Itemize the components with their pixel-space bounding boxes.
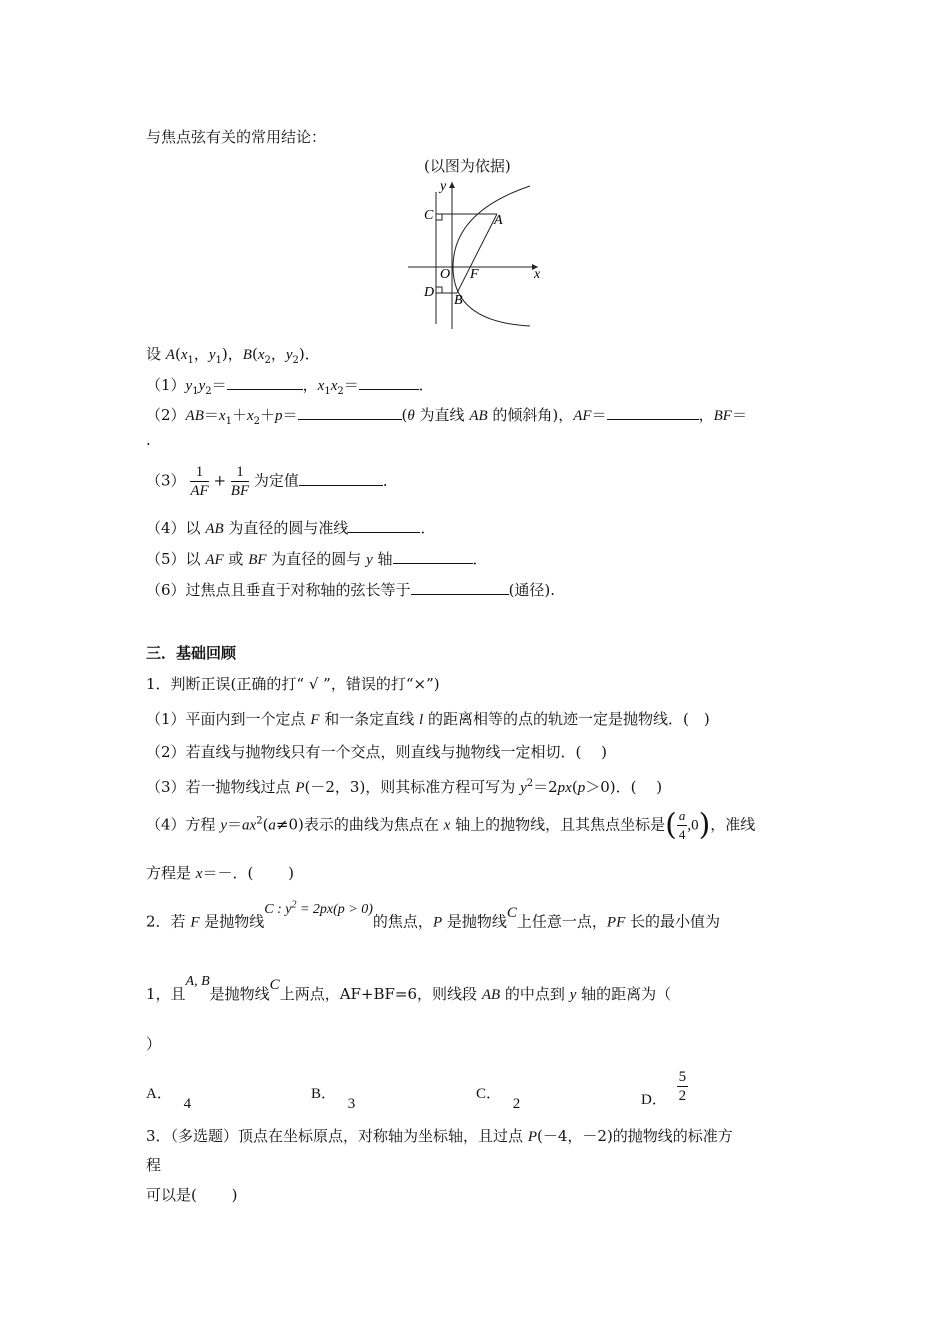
y-axis-arrow — [449, 182, 455, 188]
label-B: B — [454, 293, 463, 308]
answer-blank[interactable] — [299, 471, 383, 486]
answer-blank[interactable] — [607, 405, 699, 420]
setup-line: 设 $A(x_1$，$y_1$)，$B(x_2$，$y_2$)． — [146, 345, 320, 366]
item-6: （6）过焦点且垂直于对称轴的弦长等于 (通径). — [146, 581, 556, 599]
intro-text: 与焦点弦有关的常用结论： — [146, 128, 327, 146]
right-angle-D — [436, 287, 442, 293]
parabola-figure — [400, 174, 550, 332]
fraction-5-over-2: $\frac{5}{2}$ — [678, 1069, 687, 1104]
item-1: $(1)y_1y_2=$ ，$x_1x_2=$ ． — [146, 376, 434, 397]
label-F: F — [470, 267, 479, 282]
answer-blank[interactable] — [359, 375, 419, 390]
q3-line-2: 程 — [146, 1156, 162, 1174]
q1-statement-4: （4）方程 $y=ax^2(a\ne 0)$表示的曲线为焦点在 x 轴上的抛物线，且其焦点坐标是( $\frac{a}{4}$ ,0)，准线 — [146, 807, 756, 843]
q2-line-1: 2．若 F 是抛物线C : $y^2 = 2px(p > 0)$的焦点，P 是抛物线C上任意一点，PF 长的最小值为 — [146, 899, 721, 931]
q1-statement-3: （3）若一抛物线过点 P(－2，3)，则其标准方程可写为 $y^2=2px(p>0)$．( ) — [146, 778, 663, 796]
fraction-1-over-AF: $\frac{1}{AF}$ — [190, 464, 209, 499]
right-angle-C — [436, 214, 442, 220]
item-4: （4）以 AB 为直径的圆与准线 ． — [146, 519, 436, 537]
option-D[interactable]: D． $\frac{5}{2}$ — [641, 1069, 687, 1108]
answer-blank[interactable] — [348, 518, 420, 533]
option-B[interactable]: B． 3 — [311, 1086, 356, 1112]
q3-line-1: 3．（多选题）顶点在坐标原点，对称轴为坐标轴，且过点 P(－4，－2)的抛物线的标准方 — [146, 1127, 733, 1145]
section-title: 三．基础回顾 — [146, 644, 237, 662]
label-D: D — [424, 285, 435, 300]
q2-line-3: ） — [146, 1035, 162, 1053]
parabola-equation: C : $y^2 = 2px(p > 0)$ — [264, 899, 373, 917]
item-3: （3） $\frac{1}{AF}$ + $\frac{1}{BF}$ 为定值 ． — [146, 464, 398, 499]
label-O: O — [440, 267, 451, 282]
answer-blank[interactable] — [227, 375, 303, 390]
fraction-1-over-BF: $\frac{1}{BF}$ — [230, 464, 250, 499]
option-C[interactable]: C． 2 — [476, 1086, 521, 1112]
focus-fraction: $\frac{a}{4}$ — [678, 808, 686, 842]
q2-line-2: 1，且A, B是抛物线C上两点，AF+BF=6，则线段 AB 的中点到 y 轴的距离为（ — [146, 974, 672, 1003]
q1-statement-4-cont: 方程是 x＝－．( ) — [146, 864, 294, 882]
option-A[interactable]: A． 4 — [146, 1086, 192, 1112]
label-x: x — [534, 267, 541, 282]
q1-title: 1．判断正误(正确的打“ √ ”，错误的打“×”) — [146, 675, 440, 693]
answer-blank[interactable] — [393, 549, 473, 564]
q1-statement-2: （2）若直线与抛物线只有一个交点，则直线与抛物线一定相切．( ) — [146, 743, 608, 761]
label-A: A — [494, 213, 503, 228]
item-2: $(2)AB=x_1+x_2+p= (\theta$ 为直线 AB 的倾斜角)，AF＝ ，BF＝ — [146, 406, 747, 427]
parabola-curve — [453, 186, 530, 326]
answer-blank[interactable] — [411, 580, 509, 595]
item-2-tail: . — [146, 431, 151, 449]
answer-blank[interactable] — [298, 405, 402, 420]
label-C: C — [424, 208, 434, 223]
item-5: （5）以 AF 或 BF 为直径的圆与 y 轴 ． — [146, 550, 488, 568]
q3-line-3: 可以是( ) — [146, 1186, 238, 1204]
figure-caption: (以图为依据) — [424, 157, 511, 175]
q1-statement-1: （1）平面内到一个定点 F 和一条定直线 l 的距离相等的点的轨迹一定是抛物线．( ) — [146, 710, 710, 728]
label-y: y — [440, 179, 447, 194]
